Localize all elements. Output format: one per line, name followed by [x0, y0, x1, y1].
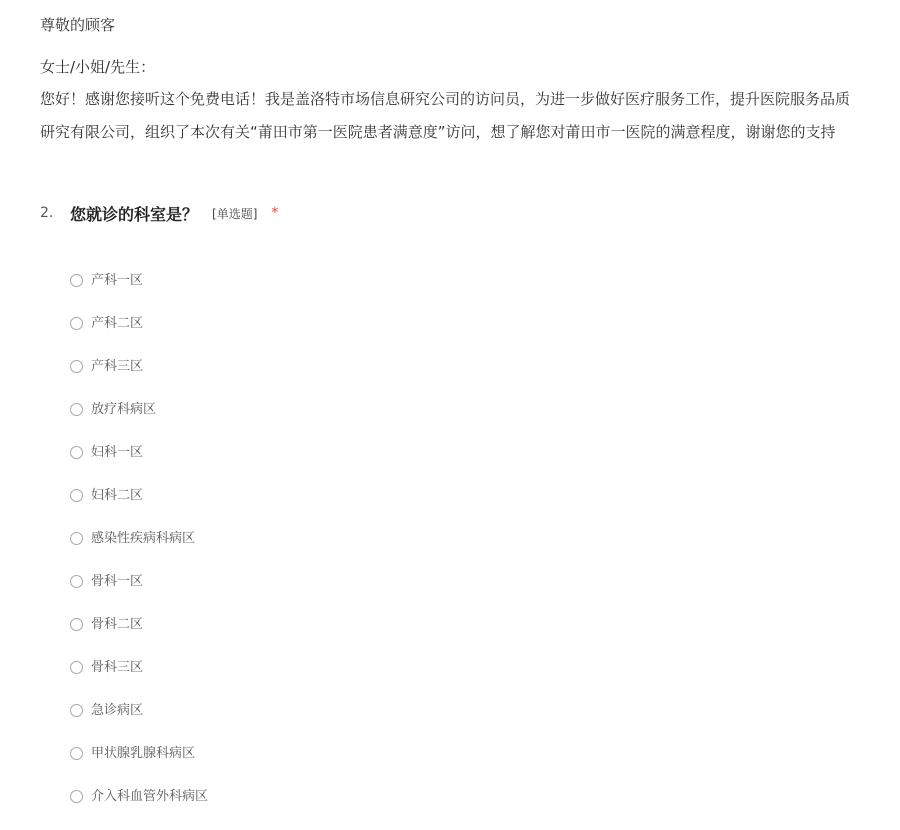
option-item[interactable] [70, 572, 208, 615]
radio-circle-icon[interactable] [70, 532, 83, 545]
intro-paragraph-line-1: 您好！感谢您接听这个免费电话！我是盖洛特市场信息研究公司的访问员，为进一步做好医疗服务工作，提升医院服务品质 [40, 90, 851, 108]
option-label: 妇科二区 [91, 488, 144, 503]
option-item[interactable] [70, 615, 208, 658]
radio-circle-icon[interactable] [70, 360, 83, 373]
radio-circle-icon[interactable] [70, 747, 83, 760]
option-item[interactable] [70, 529, 208, 572]
radio-circle-icon[interactable] [70, 790, 83, 803]
question-number: 2. [40, 205, 54, 221]
intro-paragraph-line-2: 研究有限公司，组织了本次有关“莆田市第一医院患者满意度”访问，想了解您对莆田市一医院的满意程度，谢谢您的支持 [40, 123, 836, 141]
option-label: 妇科一区 [91, 445, 144, 460]
question-title: 您就诊的科室是？ [70, 204, 199, 224]
radio-circle-icon[interactable] [70, 489, 83, 502]
option-item[interactable] [70, 357, 208, 400]
option-item[interactable] [70, 443, 208, 486]
option-label: 产科三区 [91, 359, 144, 374]
option-label: 介入科血管外科病区 [91, 789, 209, 804]
radio-circle-icon[interactable] [70, 274, 83, 287]
option-list [70, 271, 208, 830]
option-label: 骨科一区 [91, 574, 144, 589]
option-label: 产科一区 [91, 273, 144, 288]
radio-circle-icon[interactable] [70, 317, 83, 330]
option-item[interactable] [70, 787, 208, 830]
option-item[interactable] [70, 744, 208, 787]
option-item[interactable] [70, 701, 208, 744]
option-item[interactable] [70, 400, 208, 443]
option-label: 放疗科病区 [91, 402, 157, 417]
option-label: 甲状腺乳腺科病区 [91, 746, 196, 761]
question-type-tag: [单选题] [212, 206, 258, 221]
option-label: 骨科二区 [91, 617, 144, 632]
option-label: 产科二区 [91, 316, 144, 331]
survey-intro [40, 14, 900, 143]
option-item[interactable] [70, 658, 208, 701]
radio-circle-icon[interactable] [70, 403, 83, 416]
option-label: 急诊病区 [91, 703, 144, 718]
option-item[interactable] [70, 486, 208, 529]
option-item[interactable] [70, 271, 208, 314]
option-label: 骨科三区 [91, 660, 144, 675]
salutation-text: 女士/小姐/先生： [40, 58, 156, 76]
required-marker: * [271, 205, 279, 221]
radio-circle-icon[interactable] [70, 446, 83, 459]
radio-circle-icon[interactable] [70, 618, 83, 631]
option-item[interactable] [70, 314, 208, 357]
radio-circle-icon[interactable] [70, 575, 83, 588]
radio-circle-icon[interactable] [70, 661, 83, 674]
radio-circle-icon[interactable] [70, 704, 83, 717]
greeting-text: 尊敬的顾客 [40, 16, 116, 34]
option-label: 感染性疾病科病区 [91, 531, 196, 546]
question-header [40, 200, 278, 226]
